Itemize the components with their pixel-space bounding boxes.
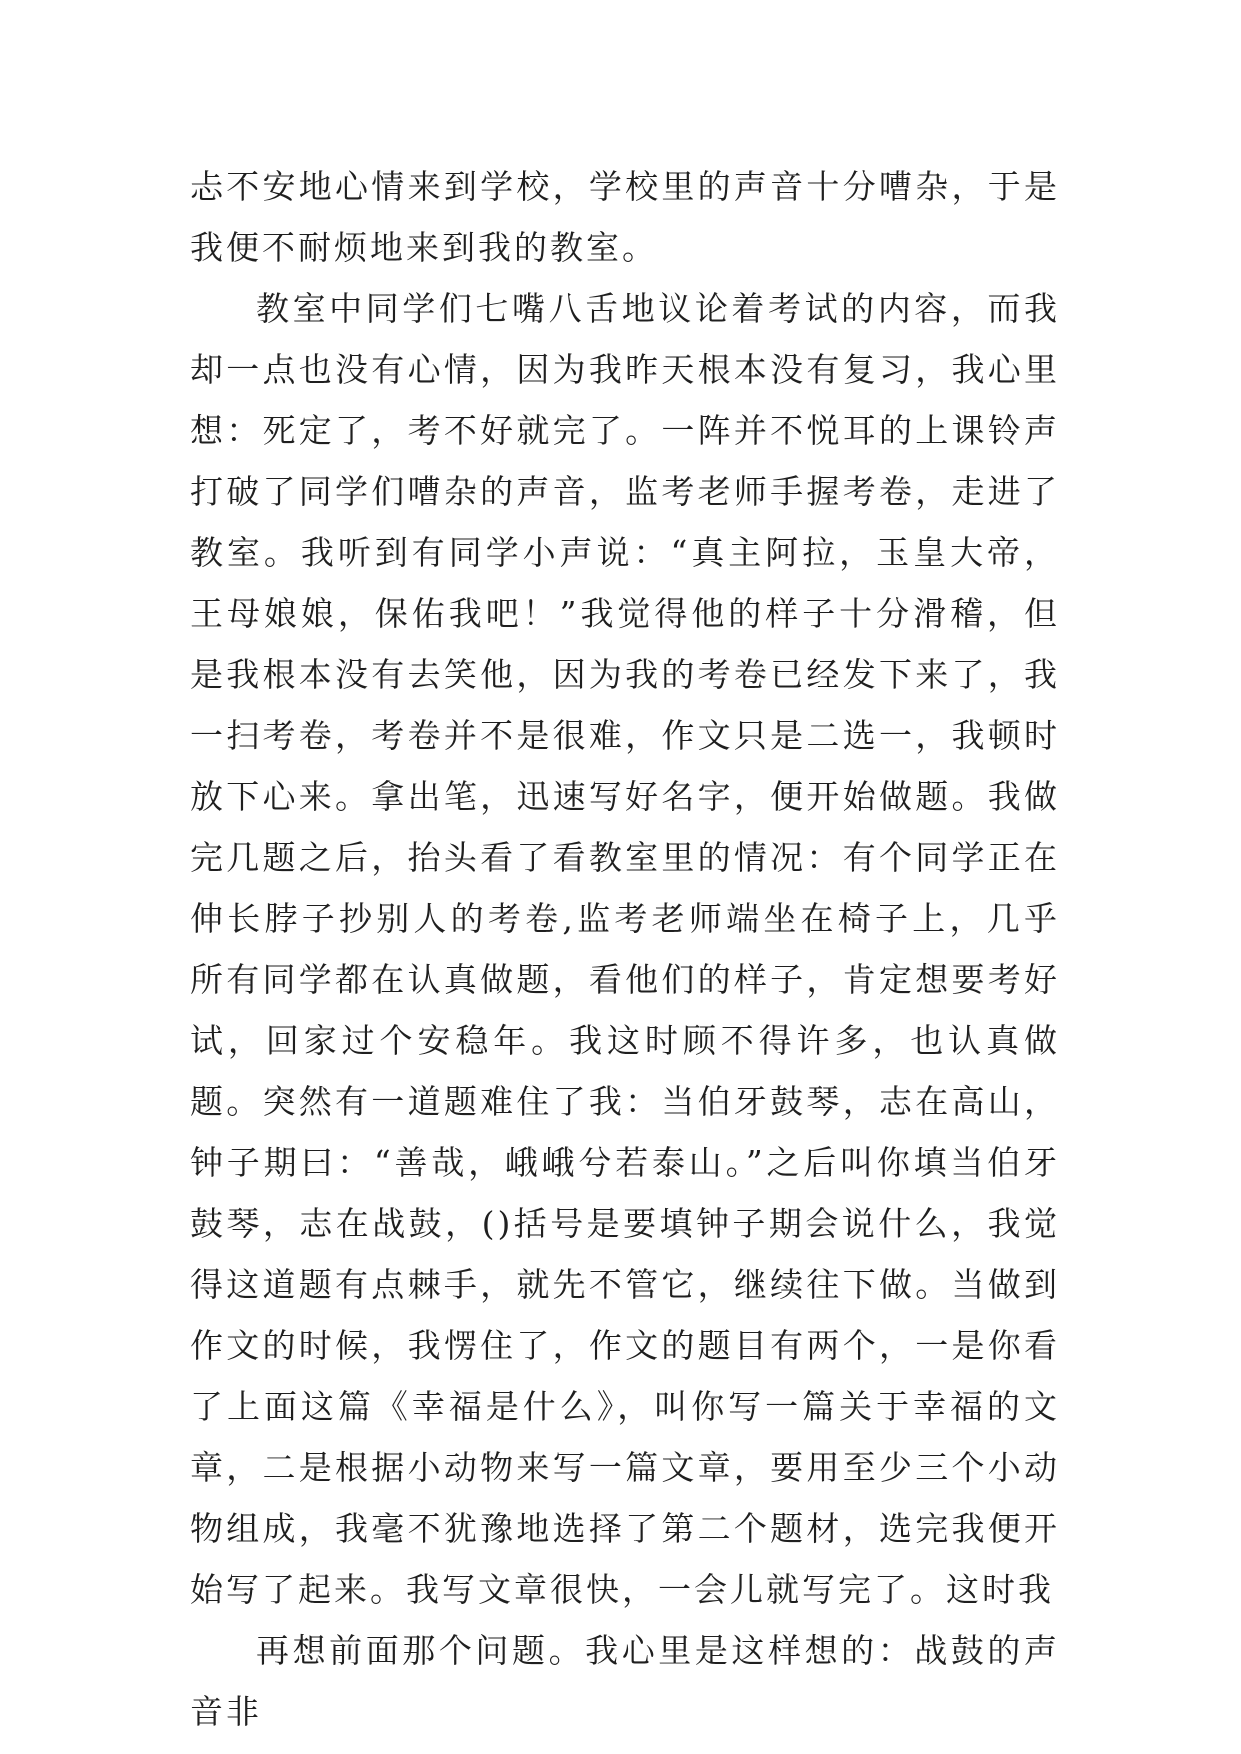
paragraph-rethink: 再想前面那个问题。我心里是这样想的：战鼓的声音非: [190, 1631, 1060, 1731]
body-text: [190, 156, 1060, 1742]
paragraph-exam: 教室中同学们七嘴八舌地议论着考试的内容，而我却一点也没有心情，因为我昨天根本没有复习，我心里想：死定了，考不好就完了。一阵并不悦耳的上课铃声打破了同学们嘈杂的声音，监考老师手握考卷，走进了教室。我听到有同学小声说：“真主阿拉，玉皇大帝，王母娘娘，保佑我吧！”我觉得他的样子十分滑稽，但是我根本没有去笑他，因为我的考卷已经发下来了，我一扫考卷，考卷并不是很难，作文只是二选一，我顿时放下心来。拿出笔，迅速写好名字，便开始做题。我做完几题之后，抬头看了看教室里的情况：有个同学正在伸长脖子抄别人的考卷,监考老师端坐在椅子上，几乎所有同学都在认真做题，看他们的样子，肯定想要考好试，回家过个安稳年。我这时顾不得许多，也认真做题。突然有一道题难住了我：当伯牙鼓琴，志在高山，钟子期曰：“善哉，峨峨兮若泰山。”之后叫你填当伯牙鼓琴，志在战鼓，()括号是要填钟子期会说什么，我觉得这道题有点棘手，就先不管它，继续往下做。当做到作文的时候，我愣住了，作文的题目有两个，一是你看了上面这篇《幸福是什么》，叫你写一篇关于幸福的文章，二是根据小动物来写一篇文章，要用至少三个小动物组成，我毫不犹豫地选择了第二个题材，选完我便开始写了起来。我写文章很快，一会儿就写完了。这时我: [190, 289, 1060, 1609]
paragraph-continuation: 忐不安地心情来到学校，学校里的声音十分嘈杂，于是我便不耐烦地来到我的教室。: [190, 167, 1060, 267]
